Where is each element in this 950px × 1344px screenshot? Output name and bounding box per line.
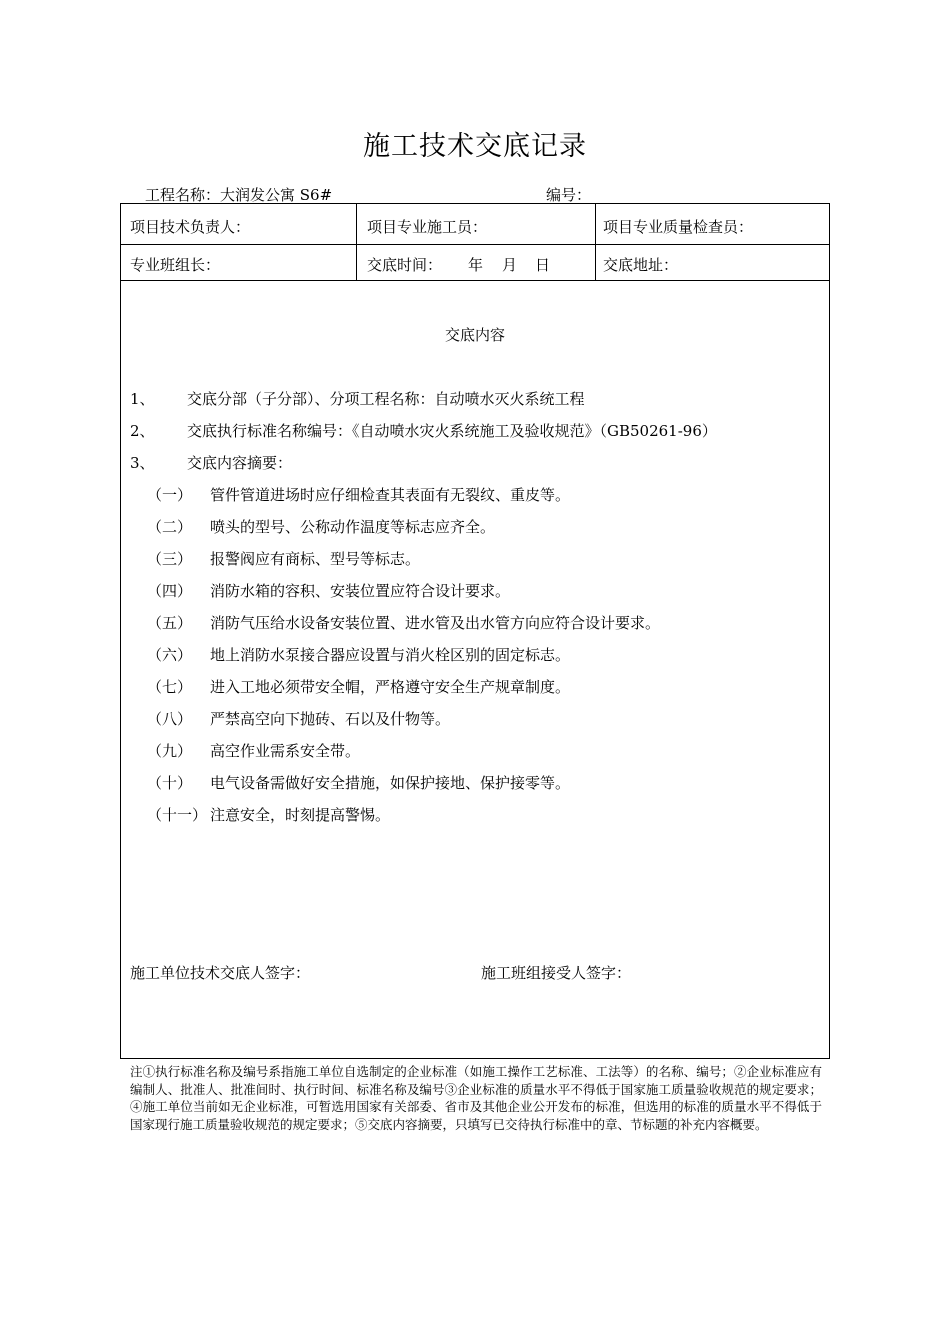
item-number: 2、 <box>130 422 155 440</box>
sub-item-text: 高空作业需系安全带。 <box>210 742 361 760</box>
team-leader-field: 专业班组长： <box>130 256 221 274</box>
sub-item-text: 消防水箱的容积、安装位置应符合设计要求。 <box>210 582 511 600</box>
sub-item-text: 报警阀应有商标、型号等标志。 <box>210 550 421 568</box>
row-divider <box>121 244 829 245</box>
item-number: 1、 <box>130 390 155 408</box>
briefing-time-field: 交底时间： <box>367 256 443 274</box>
sub-item-text: 注意安全，时刻提高警惕。 <box>210 806 391 824</box>
construction-staff-field: 项目专业施工员： <box>367 218 488 236</box>
date-month: 月 <box>502 256 518 274</box>
sub-item-number: （一） <box>147 486 193 504</box>
document-number-label: 编号： <box>546 186 592 204</box>
sub-item-number: （五） <box>147 614 193 632</box>
sub-item-number: （十） <box>147 774 193 792</box>
sub-item-text: 地上消防水泵接合器应设置与消火栓区别的固定标志。 <box>210 646 571 664</box>
sub-item-number: （四） <box>147 582 193 600</box>
sub-item-text: 电气设备需做好安全措施，如保护接地、保护接零等。 <box>210 774 571 792</box>
sub-item-text: 消防气压给水设备安装位置、进水管及出水管方向应符合设计要求。 <box>210 614 661 632</box>
sub-item-number: （八） <box>147 710 193 728</box>
sub-item-text: 管件管道进场时应仔细检查其表面有无裂纹、重皮等。 <box>210 486 571 504</box>
item-text: 交底分部（子分部）、分项工程名称：自动喷水灭火系统工程 <box>187 390 585 408</box>
sub-item-text: 喷头的型号、公称动作温度等标志应齐全。 <box>210 518 496 536</box>
sub-item-number: （三） <box>147 550 193 568</box>
sub-item-number: （二） <box>147 518 193 536</box>
item-text: 交底内容摘要： <box>187 454 293 472</box>
content-heading: 交底内容 <box>444 326 505 344</box>
project-name-label: 工程名称：大润发公寓 S6# <box>145 186 333 204</box>
footnote: 注①执行标准名称及编号系指施工单位自选制定的企业标准（如施工操作工艺标准、工法等）的名称、编号；②企业标准应有编制人、批准人、批准间时、执行时间、标准名称及编号③企业标准的质量水平不得低于国家施工质量验收规范的规定要求；④施工单位当前如无企业标准，可暂选用国家有关部委、省市及其他企业公开发布的标准，但选用的标准的质量水平不得低于国家现行施工质量验收规范的规定要求；⑤交底内容摘要，只填写已交待执行标准中的章、节标题的补充内容概要。 <box>130 1064 822 1132</box>
briefing-address-field: 交底地址： <box>603 256 679 274</box>
item-number: 3、 <box>130 454 155 472</box>
quality-inspector-field: 项目专业质量检查员： <box>603 218 754 236</box>
date-year: 年 <box>468 256 484 274</box>
row-divider <box>121 280 829 281</box>
sub-item-number: （六） <box>147 646 193 664</box>
sub-item-text: 严禁高空向下抛砖、石以及什物等。 <box>210 710 451 728</box>
record-table <box>120 203 830 1059</box>
sub-item-text: 进入工地必须带安全帽，严格遵守安全生产规章制度。 <box>210 678 571 696</box>
briefer-signature-label: 施工单位技术交底人签字： <box>130 964 311 982</box>
item-text: 交底执行标准名称编号：《自动喷水灾火系统施工及验收规范》（GB50261-96） <box>187 422 717 440</box>
tech-lead-field: 项目技术负责人： <box>130 218 251 236</box>
date-day: 日 <box>535 256 551 274</box>
receiver-signature-label: 施工班组接受人签字： <box>481 964 632 982</box>
sub-item-number: （七） <box>147 678 193 696</box>
column-divider <box>356 204 357 280</box>
document-title: 施工技术交底记录 <box>363 131 587 162</box>
sub-item-number: （九） <box>147 742 193 760</box>
column-divider <box>595 204 596 280</box>
sub-item-number: （十一） <box>147 806 208 824</box>
